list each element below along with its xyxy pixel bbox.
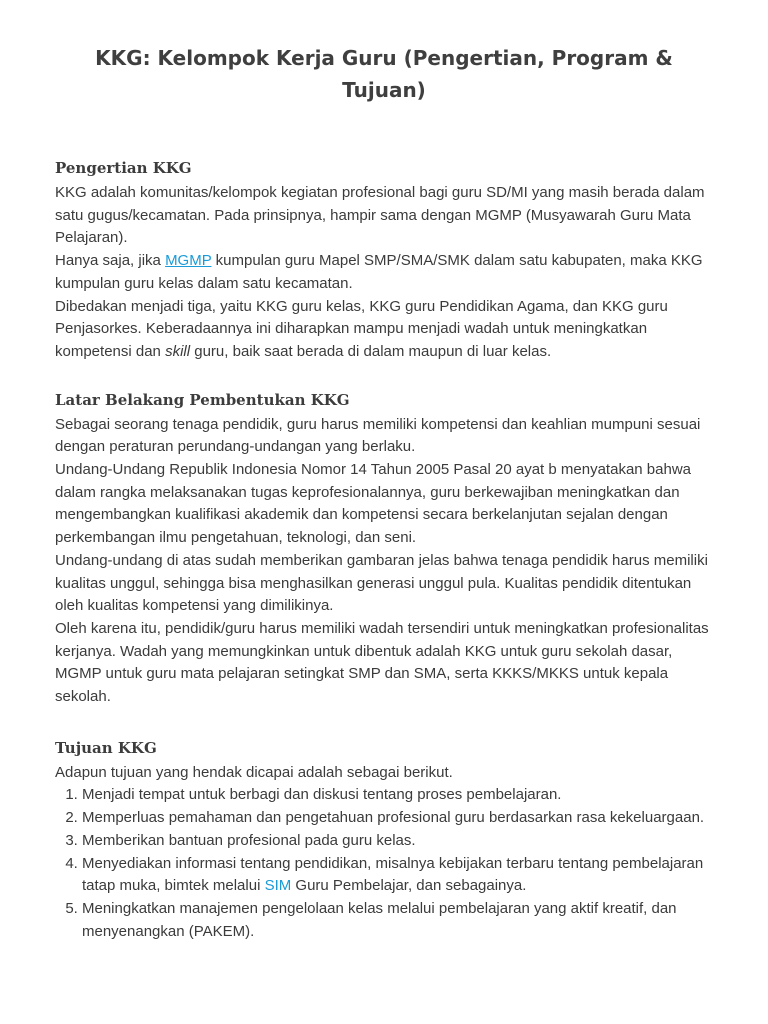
heading-pengertian: Pengertian KKG [55,159,192,177]
list-item [82,853,713,898]
list-item: 5. Meningkatkan manajemen pengelolaan kelas melalui pembelajaran yang aktif kreatif, dan menyenangkan (PAKEM). [82,898,713,943]
list-item: 1. Menjadi tempat untuk berbagi dan diskusi tentang proses pembelajaran. [82,784,713,807]
goals-list [55,784,713,943]
list-item: 2. Memperluas pemahaman dan pengetahuan profesional guru berdasarkan rasa kekeluargaan. [82,807,713,830]
text-run: kumpulan guru Mapel SMP/SMA/SMK dalam satu kabupaten, maka KKG kumpulan guru kelas dalam satu kecamatan. [55,252,703,292]
text-run: guru, baik saat berada di dalam maupun di luar kelas. [190,342,552,360]
text-run: Guru Pembelajar, dan sebagainya. [291,877,527,895]
paragraph: KKG adalah komunitas/kelompok kegiatan profesional bagi guru SD/MI yang masih berada dalam satu gugus/kecamatan. Pada prinsipnya, hampir sama dengan MGMP (Musyawarah Guru Mata Pelajaran). [55,184,705,247]
heading-tujuan: Tujuan KKG [55,738,157,757]
paragraph: Adapun tujuan yang hendak dicapai adalah sebagai berikut. [55,763,453,781]
page-title: KKG: Kelompok Kerja Guru (Pengertian, Program & Tujuan) [95,46,673,102]
paragraph: Sebagai seorang tenaga pendidik, guru harus memiliki kompetensi dan keahlian mumpuni sesuai dengan peraturan perundang-undangan yang berlaku. [55,415,701,456]
emphasis-text: skill [165,342,191,360]
paragraph: Undang-undang di atas sudah memberikan gambaran jelas bahwa tenaga pendidik harus memiliki kualitas unggul, sehingga bisa menghasilkan generasi unggul pula. Kualitas pendidik ditentukan oleh kualitas kompetensi yang dimilikinya. [55,551,708,615]
paragraph: Oleh karena itu, pendidik/guru harus memiliki wadah tersendiri untuk meningkatkan profesionalitas kerjanya. Wadah yang memungkinkan untuk dibentuk adalah KKG untuk guru sekolah dasar, MGMP untuk guru mata pelajaran setingkat SMP dan SMA, serta KKKS/MKKS untuk kepala sekolah. [55,619,709,706]
list-item: 3. Memberikan bantuan profesional pada guru kelas. [82,830,713,853]
sim-link[interactable]: SIM [264,877,292,895]
text-run: Menyediakan informasi tentang pendidikan, misalnya kebijakan terbaru tentang pembelajaran tatap muka, bimtek melalui [82,854,704,895]
mgmp-link[interactable]: MGMP [165,252,212,270]
paragraph [55,250,713,295]
paragraph [55,296,713,364]
paragraph: Undang-Undang Republik Indonesia Nomor 14 Tahun 2005 Pasal 20 ayat b menyatakan bahwa dalam rangka melaksanakan tugas keprofesionalannya, guru berkewajiban meningkatkan dan mengembangkan kualifikasi akademik dan kompetensi secara berkelanjutan sejalan dengan perkembangan ilmu pengetahuan, teknologi, dan seni. [55,461,691,547]
text-run: Dibedakan menjadi tiga, yaitu KKG guru kelas, KKG guru Pendidikan Agama, dan KKG guru Penjasorkes. Keberadaannya ini diharapkan mampu menjadi wadah untuk meningkatkan kompetensi dan [55,297,668,360]
text-run: Hanya saja, jika [55,252,166,270]
heading-latar-belakang: Latar Belakang Pembentukan KKG [55,390,350,409]
